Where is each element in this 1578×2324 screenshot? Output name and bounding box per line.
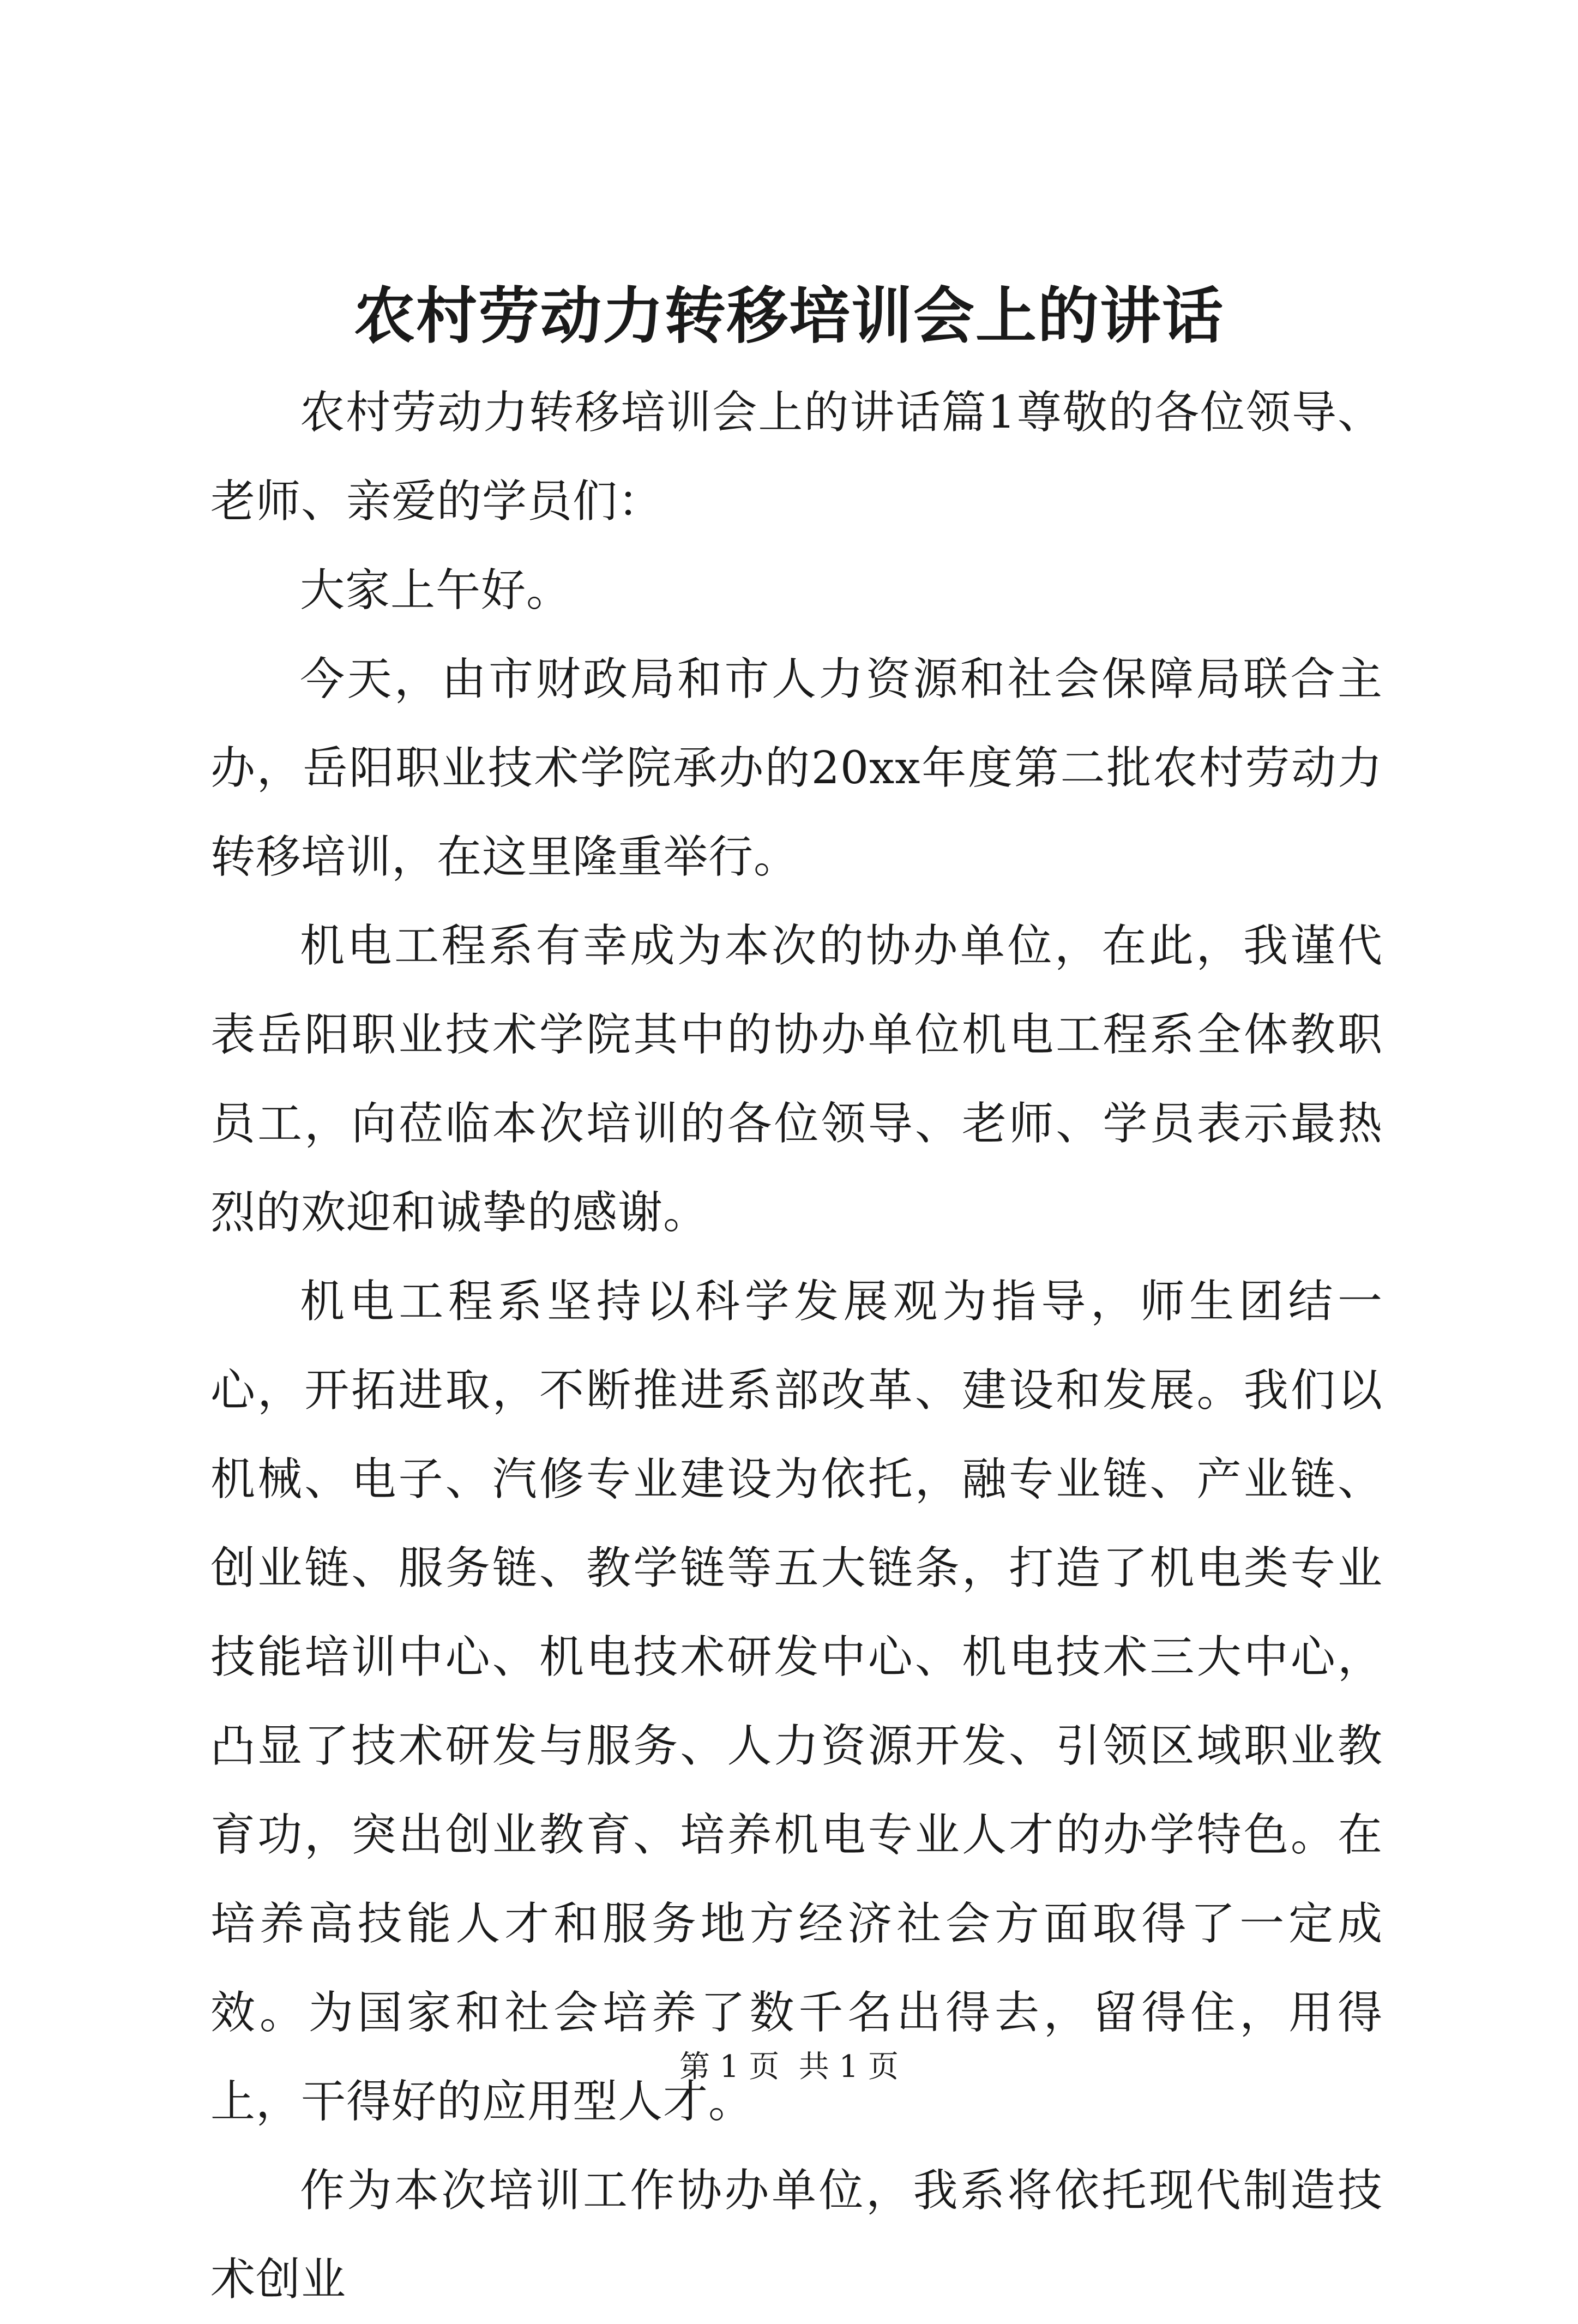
page-number: 第 1 页 共 1 页 <box>679 2049 899 2085</box>
paragraph-commitment: 作为本次培训工作协办单位，我系将依托现代制造技术创业 <box>210 2165 1383 2305</box>
document-title: 农村劳动力转移培训会上的讲话 <box>354 280 1224 352</box>
page-footer <box>0 2048 1578 2086</box>
document-body <box>210 368 1383 2324</box>
paragraph-greeting: 农村劳动力转移培训会上的讲话篇1尊敬的各位领导、老师、亲爱的学员们： <box>210 387 1383 527</box>
paragraph-opening: 今天，由市财政局和市人力资源和社会保障局联合主办，岳阳职业技术学院承办的20xx年度第二批农村劳动力转移培训，在这里隆重举行。 <box>210 653 1383 883</box>
paragraph-good-morning: 大家上午好。 <box>300 565 572 616</box>
paragraph-welcome: 机电工程系有幸成为本次的协办单位，在此，我谨代表岳阳职业技术学院其中的协办单位机电工程系全体教职员工，向莅临本次培训的各位领导、老师、学员表示最热烈的欢迎和诚挚的感谢。 <box>210 920 1383 1239</box>
paragraph-department-intro: 机电工程系坚持以科学发展观为指导，师生团结一心，开拓进取，不断推进系部改革、建设和发展。我们以机械、电子、汽修专业建设为依托，融专业链、产业链、创业链、服务链、教学链等五大链条，打造了机电类专业技能培训中心、机电技术研发中心、机电技术三大中心，凸显了技术研发与服务、人力资源开发、引领区域职业教育功，突出创业教育、培养机电专业人才的办学特色。在培养高技能人才和服务地方经济社会方面取得了一定成效。为国家和社会培养了数千名出得去，留得住，用得上，干得好的应用型人才。 <box>210 1276 1383 2128</box>
